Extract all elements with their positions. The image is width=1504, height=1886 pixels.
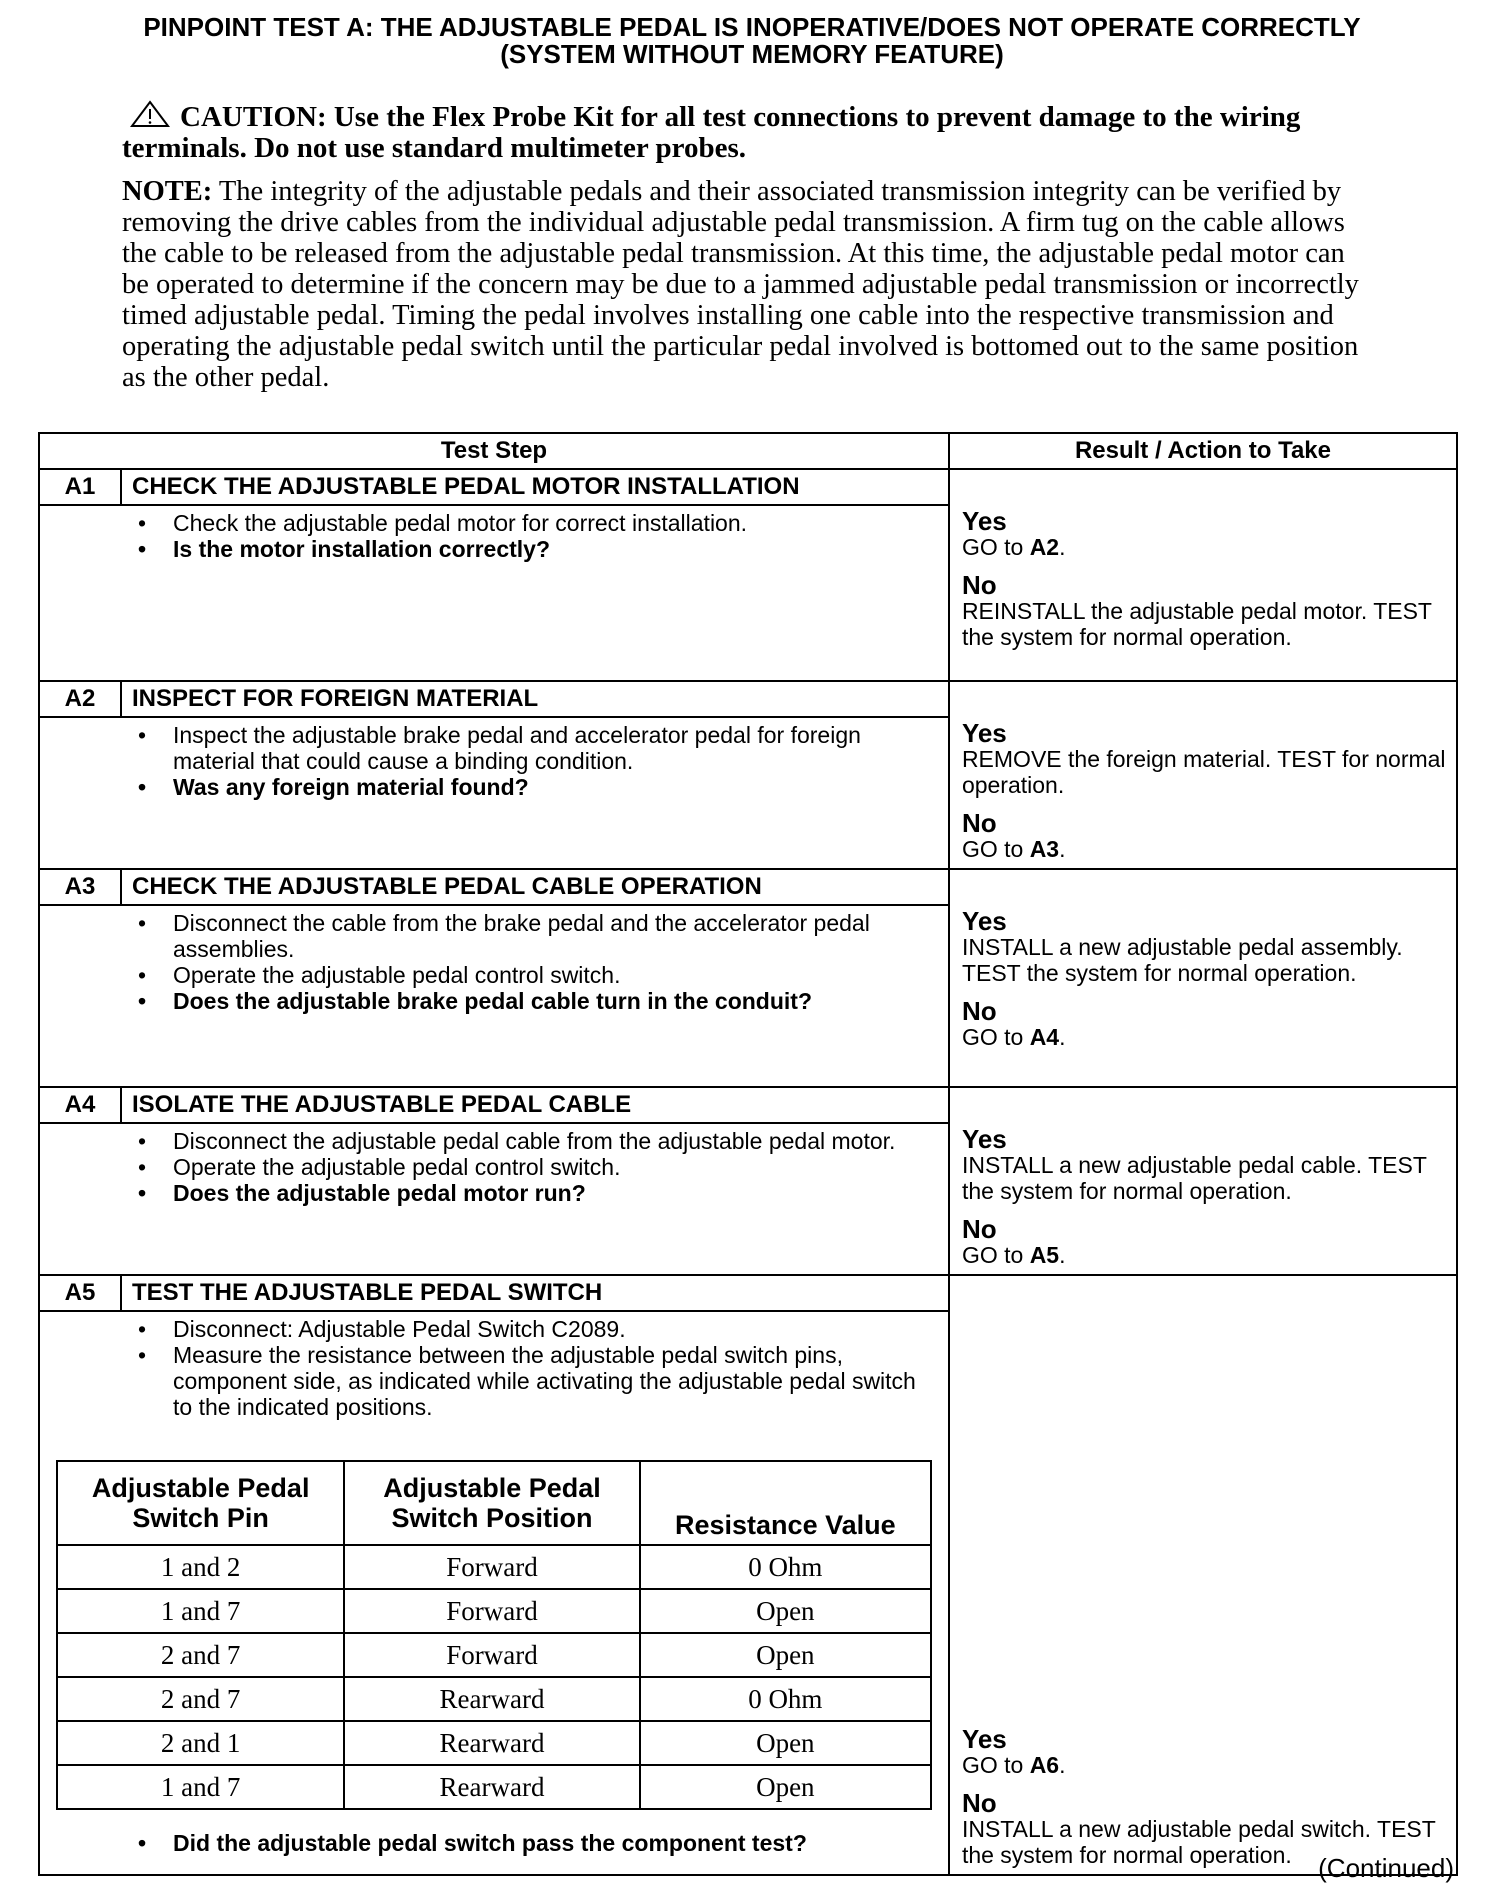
switch-header-pin: Adjustable Pedal Switch Pin — [57, 1461, 344, 1545]
step-bullet: • Check the adjustable pedal motor for correct installation. — [40, 510, 940, 536]
note-label: NOTE: — [122, 176, 213, 207]
step-title: INSPECT FOR FOREIGN MATERIAL — [121, 681, 949, 717]
header-test-step: Test Step — [39, 433, 949, 469]
step-title: CHECK THE ADJUSTABLE PEDAL CABLE OPERATION — [121, 869, 949, 905]
step-bullet: • Disconnect: Adjustable Pedal Switch C2089. — [40, 1316, 940, 1342]
yes-action: GO to A6. — [961, 1752, 1066, 1778]
step-ref[interactable]: A5 — [1029, 1242, 1060, 1268]
step-a4-result — [949, 1087, 1457, 1275]
no-label: No — [961, 570, 997, 600]
yes-action: INSTALL a new adjustable pedal assembly. TEST the system for normal operation. — [961, 934, 1403, 986]
no-label: No — [961, 1788, 997, 1818]
step-bullet: • Operate the adjustable pedal control switch. — [40, 962, 940, 988]
note-text: The integrity of the adjustable pedals and their associated transmission integrity can be verified by removing the drive cables from the individual adjustable pedal transmission. A firm tug on the cable allows the cable to be released from the adjustable pedal transmission. At this time, the adjustable pedal motor can be operated to determine if the concern may be due to a jammed adjustable pedal transmission or incorrectly timed adjustable pedal. Timing the pedal involves installing one cable into the respective transmission and operating the adjustable pedal switch until the particular pedal involved is bottomed out to the same position as the other pedal. — [122, 176, 1359, 393]
step-id: A3 — [39, 869, 121, 905]
step-title: TEST THE ADJUSTABLE PEDAL SWITCH — [121, 1275, 949, 1311]
step-id: A4 — [39, 1087, 121, 1123]
switch-header-resistance: Resistance Value — [640, 1461, 931, 1545]
yes-label: Yes — [961, 906, 1007, 936]
step-question: • Does the adjustable brake pedal cable turn in the conduit? — [40, 988, 940, 1014]
no-action: GO to A3. — [961, 836, 1066, 862]
step-question: • Was any foreign material found? — [40, 774, 940, 800]
step-title: CHECK THE ADJUSTABLE PEDAL MOTOR INSTALLATION — [121, 469, 949, 505]
step-a3-header — [39, 869, 1457, 905]
yes-label: Yes — [961, 1724, 1007, 1754]
no-action: GO to A5. — [961, 1242, 1066, 1268]
yes-action: GO to A2. — [961, 534, 1066, 560]
no-label: No — [961, 996, 997, 1026]
step-id: A5 — [39, 1275, 121, 1311]
table-row: 1 and 7 Forward Open — [57, 1589, 931, 1633]
yes-action: INSTALL a new adjustable pedal cable. TEST the system for normal operation. — [961, 1152, 1427, 1204]
step-a2-result — [949, 681, 1457, 869]
step-a2-header — [39, 681, 1457, 717]
caution-text: CAUTION: Use the Flex Probe Kit for all test connections to prevent damage to the wiring terminals. Do not use standard multimeter probes. — [122, 101, 1301, 164]
yes-label: Yes — [961, 718, 1007, 748]
step-bullet: • Operate the adjustable pedal control switch. — [40, 1154, 940, 1180]
yes-action: REMOVE the foreign material. TEST for normal operation. — [961, 746, 1446, 798]
step-question: • Does the adjustable pedal motor run? — [40, 1180, 940, 1206]
step-a1-header — [39, 469, 1457, 505]
step-a5-header — [39, 1275, 1457, 1311]
warning-triangle-icon — [130, 100, 170, 128]
step-a5-result — [949, 1275, 1457, 1875]
continued-label: (Continued) — [1318, 1853, 1454, 1883]
switch-header-position: Adjustable Pedal Switch Position — [344, 1461, 639, 1545]
step-ref[interactable]: A6 — [1029, 1752, 1060, 1778]
table-row: 1 and 2 Forward 0 Ohm — [57, 1545, 931, 1589]
no-action: REINSTALL the adjustable pedal motor. TEST the system for normal operation. — [961, 598, 1432, 650]
step-ref[interactable]: A4 — [1029, 1024, 1060, 1050]
caution-block — [122, 100, 1352, 164]
table-row: 2 and 7 Forward Open — [57, 1633, 931, 1677]
pinpoint-test-table — [38, 432, 1458, 1876]
yes-label: Yes — [961, 1124, 1007, 1154]
table-row: 2 and 7 Rearward 0 Ohm — [57, 1677, 931, 1721]
table-row: 1 and 7 Rearward Open — [57, 1765, 931, 1809]
no-action: INSTALL a new adjustable pedal switch. TEST the system for normal operation. — [961, 1816, 1436, 1868]
title-line-1: PINPOINT TEST A: THE ADJUSTABLE PEDAL IS INOPERATIVE/DOES NOT OPERATE CORRECTLY — [143, 12, 1361, 42]
step-ref[interactable]: A2 — [1029, 534, 1060, 560]
step-question: • Is the motor installation correctly? — [40, 536, 940, 562]
step-a4-header — [39, 1087, 1457, 1123]
no-label: No — [961, 1214, 997, 1244]
table-row: 2 and 1 Rearward Open — [57, 1721, 931, 1765]
step-bullet: • Disconnect the cable from the brake pedal and the accelerator pedal assemblies. — [40, 910, 940, 962]
step-question: • Did the adjustable pedal switch pass the component test? — [40, 1830, 940, 1856]
step-title: ISOLATE THE ADJUSTABLE PEDAL CABLE — [121, 1087, 949, 1123]
step-ref[interactable]: A3 — [1029, 836, 1060, 862]
step-bullet: • Disconnect the adjustable pedal cable from the adjustable pedal motor. — [40, 1128, 940, 1154]
step-bullet: • Measure the resistance between the adjustable pedal switch pins, component side, as indicated while activating the adjustable pedal switch to the indicated positions. — [40, 1342, 940, 1420]
header-result: Result / Action to Take — [949, 433, 1457, 469]
page-title — [40, 14, 1464, 68]
yes-label: Yes — [961, 506, 1007, 536]
step-id: A2 — [39, 681, 121, 717]
switch-resistance-table — [56, 1460, 932, 1810]
step-bullet: • Inspect the adjustable brake pedal and accelerator pedal for foreign material that could cause a binding condition. — [40, 722, 940, 774]
step-id: A1 — [39, 469, 121, 505]
title-line-2: (SYSTEM WITHOUT MEMORY FEATURE) — [500, 39, 1004, 69]
no-label: No — [961, 808, 997, 838]
no-action: GO to A4. — [961, 1024, 1066, 1050]
step-a1-result — [949, 469, 1457, 681]
step-a3-result — [949, 869, 1457, 1087]
note-block — [122, 176, 1362, 393]
